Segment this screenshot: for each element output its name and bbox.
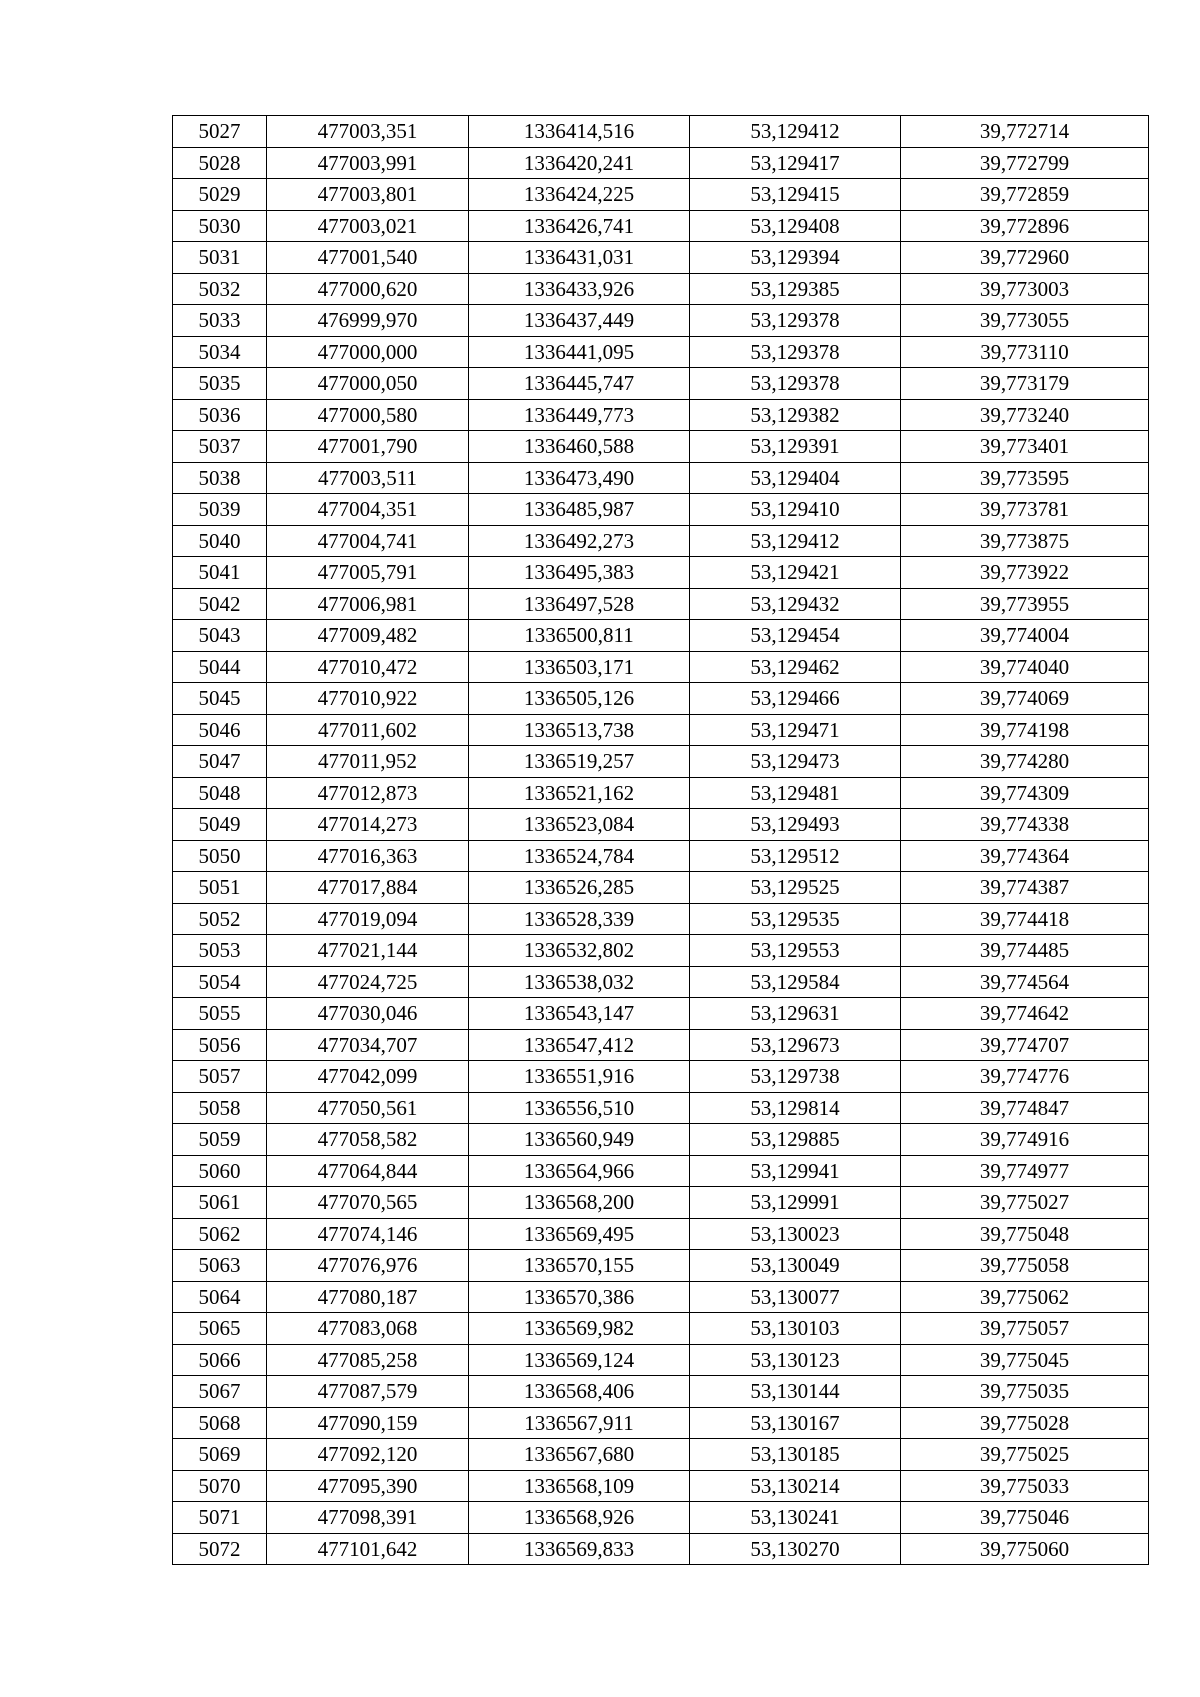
y-coordinate-cell: 1336420,241 [469, 147, 690, 179]
latitude-cell: 53,129493 [690, 809, 901, 841]
latitude-cell: 53,129525 [690, 872, 901, 904]
x-coordinate-cell: 477070,565 [267, 1187, 469, 1219]
longitude-cell: 39,774776 [901, 1061, 1149, 1093]
table-row [173, 998, 1149, 1030]
latitude-cell: 53,129382 [690, 399, 901, 431]
longitude-cell: 39,774916 [901, 1124, 1149, 1156]
latitude-cell: 53,129408 [690, 210, 901, 242]
y-coordinate-cell: 1336460,588 [469, 431, 690, 463]
latitude-cell: 53,129466 [690, 683, 901, 715]
x-coordinate-cell: 477076,976 [267, 1250, 469, 1282]
point-number-cell: 5052 [173, 903, 267, 935]
point-number-cell: 5046 [173, 714, 267, 746]
longitude-cell: 39,775027 [901, 1187, 1149, 1219]
point-number-cell: 5063 [173, 1250, 267, 1282]
latitude-cell: 53,129394 [690, 242, 901, 274]
y-coordinate-cell: 1336431,031 [469, 242, 690, 274]
x-coordinate-cell: 477080,187 [267, 1281, 469, 1313]
point-number-cell: 5048 [173, 777, 267, 809]
latitude-cell: 53,129814 [690, 1092, 901, 1124]
point-number-cell: 5033 [173, 305, 267, 337]
longitude-cell: 39,772714 [901, 116, 1149, 148]
point-number-cell: 5064 [173, 1281, 267, 1313]
latitude-cell: 53,129584 [690, 966, 901, 998]
y-coordinate-cell: 1336560,949 [469, 1124, 690, 1156]
point-number-cell: 5057 [173, 1061, 267, 1093]
table-row [173, 431, 1149, 463]
x-coordinate-cell: 477003,021 [267, 210, 469, 242]
longitude-cell: 39,774418 [901, 903, 1149, 935]
latitude-cell: 53,129941 [690, 1155, 901, 1187]
table-row [173, 1376, 1149, 1408]
longitude-cell: 39,774642 [901, 998, 1149, 1030]
y-coordinate-cell: 1336568,109 [469, 1470, 690, 1502]
x-coordinate-cell: 477085,258 [267, 1344, 469, 1376]
longitude-cell: 39,775045 [901, 1344, 1149, 1376]
table-row [173, 1218, 1149, 1250]
table-row [173, 210, 1149, 242]
longitude-cell: 39,774004 [901, 620, 1149, 652]
table-row [173, 588, 1149, 620]
y-coordinate-cell: 1336449,773 [469, 399, 690, 431]
y-coordinate-cell: 1336497,528 [469, 588, 690, 620]
x-coordinate-cell: 477058,582 [267, 1124, 469, 1156]
table-row [173, 1187, 1149, 1219]
longitude-cell: 39,774040 [901, 651, 1149, 683]
x-coordinate-cell: 477001,540 [267, 242, 469, 274]
longitude-cell: 39,774847 [901, 1092, 1149, 1124]
longitude-cell: 39,773179 [901, 368, 1149, 400]
table-row [173, 966, 1149, 998]
latitude-cell: 53,129454 [690, 620, 901, 652]
table-row [173, 399, 1149, 431]
table-row [173, 1439, 1149, 1471]
longitude-cell: 39,773595 [901, 462, 1149, 494]
point-number-cell: 5031 [173, 242, 267, 274]
latitude-cell: 53,129378 [690, 305, 901, 337]
longitude-cell: 39,774364 [901, 840, 1149, 872]
latitude-cell: 53,129415 [690, 179, 901, 211]
latitude-cell: 53,130167 [690, 1407, 901, 1439]
longitude-cell: 39,775033 [901, 1470, 1149, 1502]
longitude-cell: 39,774069 [901, 683, 1149, 715]
y-coordinate-cell: 1336441,095 [469, 336, 690, 368]
x-coordinate-cell: 477083,068 [267, 1313, 469, 1345]
latitude-cell: 53,129885 [690, 1124, 901, 1156]
table-row [173, 1124, 1149, 1156]
x-coordinate-cell: 477010,922 [267, 683, 469, 715]
y-coordinate-cell: 1336556,510 [469, 1092, 690, 1124]
latitude-cell: 53,129417 [690, 147, 901, 179]
x-coordinate-cell: 477003,991 [267, 147, 469, 179]
longitude-cell: 39,774309 [901, 777, 1149, 809]
point-number-cell: 5065 [173, 1313, 267, 1345]
table-row [173, 777, 1149, 809]
y-coordinate-cell: 1336524,784 [469, 840, 690, 872]
x-coordinate-cell: 477090,159 [267, 1407, 469, 1439]
table-row [173, 746, 1149, 778]
x-coordinate-cell: 477001,790 [267, 431, 469, 463]
longitude-cell: 39,774485 [901, 935, 1149, 967]
table-row [173, 1533, 1149, 1565]
longitude-cell: 39,772859 [901, 179, 1149, 211]
x-coordinate-cell: 477064,844 [267, 1155, 469, 1187]
point-number-cell: 5047 [173, 746, 267, 778]
longitude-cell: 39,773781 [901, 494, 1149, 526]
table-row [173, 179, 1149, 211]
x-coordinate-cell: 477000,620 [267, 273, 469, 305]
latitude-cell: 53,129462 [690, 651, 901, 683]
point-number-cell: 5030 [173, 210, 267, 242]
point-number-cell: 5042 [173, 588, 267, 620]
point-number-cell: 5032 [173, 273, 267, 305]
y-coordinate-cell: 1336568,926 [469, 1502, 690, 1534]
y-coordinate-cell: 1336547,412 [469, 1029, 690, 1061]
x-coordinate-cell: 477024,725 [267, 966, 469, 998]
x-coordinate-cell: 477014,273 [267, 809, 469, 841]
x-coordinate-cell: 477087,579 [267, 1376, 469, 1408]
x-coordinate-cell: 477098,391 [267, 1502, 469, 1534]
x-coordinate-cell: 477009,482 [267, 620, 469, 652]
latitude-cell: 53,130270 [690, 1533, 901, 1565]
table-row [173, 683, 1149, 715]
y-coordinate-cell: 1336538,032 [469, 966, 690, 998]
y-coordinate-cell: 1336523,084 [469, 809, 690, 841]
latitude-cell: 53,129631 [690, 998, 901, 1030]
y-coordinate-cell: 1336569,982 [469, 1313, 690, 1345]
x-coordinate-cell: 477092,120 [267, 1439, 469, 1471]
table-row [173, 1344, 1149, 1376]
latitude-cell: 53,129738 [690, 1061, 901, 1093]
coordinates-table [172, 115, 1149, 1565]
latitude-cell: 53,129378 [690, 368, 901, 400]
longitude-cell: 39,774338 [901, 809, 1149, 841]
latitude-cell: 53,129512 [690, 840, 901, 872]
point-number-cell: 5027 [173, 116, 267, 148]
longitude-cell: 39,774198 [901, 714, 1149, 746]
table-row [173, 872, 1149, 904]
y-coordinate-cell: 1336543,147 [469, 998, 690, 1030]
coordinates-table-body [173, 116, 1149, 1565]
y-coordinate-cell: 1336567,911 [469, 1407, 690, 1439]
x-coordinate-cell: 477030,046 [267, 998, 469, 1030]
y-coordinate-cell: 1336424,225 [469, 179, 690, 211]
point-number-cell: 5067 [173, 1376, 267, 1408]
latitude-cell: 53,129421 [690, 557, 901, 589]
longitude-cell: 39,772960 [901, 242, 1149, 274]
table-row [173, 714, 1149, 746]
point-number-cell: 5068 [173, 1407, 267, 1439]
longitude-cell: 39,773922 [901, 557, 1149, 589]
point-number-cell: 5059 [173, 1124, 267, 1156]
latitude-cell: 53,129481 [690, 777, 901, 809]
point-number-cell: 5044 [173, 651, 267, 683]
longitude-cell: 39,775058 [901, 1250, 1149, 1282]
table-row [173, 462, 1149, 494]
longitude-cell: 39,774387 [901, 872, 1149, 904]
y-coordinate-cell: 1336521,162 [469, 777, 690, 809]
latitude-cell: 53,129473 [690, 746, 901, 778]
table-row [173, 651, 1149, 683]
y-coordinate-cell: 1336437,449 [469, 305, 690, 337]
y-coordinate-cell: 1336528,339 [469, 903, 690, 935]
point-number-cell: 5062 [173, 1218, 267, 1250]
table-row [173, 1502, 1149, 1534]
longitude-cell: 39,773240 [901, 399, 1149, 431]
table-row [173, 305, 1149, 337]
y-coordinate-cell: 1336414,516 [469, 116, 690, 148]
latitude-cell: 53,129553 [690, 935, 901, 967]
table-row [173, 147, 1149, 179]
longitude-cell: 39,772896 [901, 210, 1149, 242]
longitude-cell: 39,774977 [901, 1155, 1149, 1187]
point-number-cell: 5071 [173, 1502, 267, 1534]
x-coordinate-cell: 477000,000 [267, 336, 469, 368]
x-coordinate-cell: 477012,873 [267, 777, 469, 809]
table-row [173, 368, 1149, 400]
point-number-cell: 5066 [173, 1344, 267, 1376]
point-number-cell: 5041 [173, 557, 267, 589]
table-row [173, 1155, 1149, 1187]
longitude-cell: 39,773055 [901, 305, 1149, 337]
table-row [173, 1061, 1149, 1093]
y-coordinate-cell: 1336569,495 [469, 1218, 690, 1250]
y-coordinate-cell: 1336532,802 [469, 935, 690, 967]
y-coordinate-cell: 1336569,833 [469, 1533, 690, 1565]
longitude-cell: 39,775062 [901, 1281, 1149, 1313]
point-number-cell: 5050 [173, 840, 267, 872]
x-coordinate-cell: 477005,791 [267, 557, 469, 589]
table-row [173, 525, 1149, 557]
longitude-cell: 39,773003 [901, 273, 1149, 305]
table-row [173, 1029, 1149, 1061]
latitude-cell: 53,130241 [690, 1502, 901, 1534]
y-coordinate-cell: 1336503,171 [469, 651, 690, 683]
point-number-cell: 5058 [173, 1092, 267, 1124]
x-coordinate-cell: 476999,970 [267, 305, 469, 337]
point-number-cell: 5040 [173, 525, 267, 557]
point-number-cell: 5060 [173, 1155, 267, 1187]
latitude-cell: 53,130144 [690, 1376, 901, 1408]
y-coordinate-cell: 1336570,386 [469, 1281, 690, 1313]
x-coordinate-cell: 477000,580 [267, 399, 469, 431]
latitude-cell: 53,130049 [690, 1250, 901, 1282]
point-number-cell: 5037 [173, 431, 267, 463]
latitude-cell: 53,129410 [690, 494, 901, 526]
x-coordinate-cell: 477095,390 [267, 1470, 469, 1502]
x-coordinate-cell: 477042,099 [267, 1061, 469, 1093]
longitude-cell: 39,774564 [901, 966, 1149, 998]
latitude-cell: 53,130185 [690, 1439, 901, 1471]
table-row [173, 494, 1149, 526]
point-number-cell: 5045 [173, 683, 267, 715]
y-coordinate-cell: 1336505,126 [469, 683, 690, 715]
latitude-cell: 53,129535 [690, 903, 901, 935]
point-number-cell: 5069 [173, 1439, 267, 1471]
point-number-cell: 5038 [173, 462, 267, 494]
point-number-cell: 5028 [173, 147, 267, 179]
longitude-cell: 39,773955 [901, 588, 1149, 620]
point-number-cell: 5036 [173, 399, 267, 431]
point-number-cell: 5043 [173, 620, 267, 652]
longitude-cell: 39,772799 [901, 147, 1149, 179]
table-row [173, 116, 1149, 148]
x-coordinate-cell: 477101,642 [267, 1533, 469, 1565]
point-number-cell: 5035 [173, 368, 267, 400]
x-coordinate-cell: 477003,351 [267, 116, 469, 148]
table-row [173, 620, 1149, 652]
table-row [173, 1281, 1149, 1313]
table-row [173, 336, 1149, 368]
point-number-cell: 5070 [173, 1470, 267, 1502]
x-coordinate-cell: 477003,511 [267, 462, 469, 494]
y-coordinate-cell: 1336513,738 [469, 714, 690, 746]
latitude-cell: 53,130077 [690, 1281, 901, 1313]
latitude-cell: 53,129471 [690, 714, 901, 746]
x-coordinate-cell: 477050,561 [267, 1092, 469, 1124]
longitude-cell: 39,773401 [901, 431, 1149, 463]
longitude-cell: 39,775060 [901, 1533, 1149, 1565]
y-coordinate-cell: 1336433,926 [469, 273, 690, 305]
point-number-cell: 5034 [173, 336, 267, 368]
table-row [173, 1470, 1149, 1502]
longitude-cell: 39,774280 [901, 746, 1149, 778]
latitude-cell: 53,129378 [690, 336, 901, 368]
y-coordinate-cell: 1336568,406 [469, 1376, 690, 1408]
longitude-cell: 39,773110 [901, 336, 1149, 368]
y-coordinate-cell: 1336495,383 [469, 557, 690, 589]
table-row [173, 809, 1149, 841]
latitude-cell: 53,129391 [690, 431, 901, 463]
point-number-cell: 5053 [173, 935, 267, 967]
longitude-cell: 39,775057 [901, 1313, 1149, 1345]
latitude-cell: 53,130103 [690, 1313, 901, 1345]
y-coordinate-cell: 1336473,490 [469, 462, 690, 494]
y-coordinate-cell: 1336568,200 [469, 1187, 690, 1219]
longitude-cell: 39,775048 [901, 1218, 1149, 1250]
y-coordinate-cell: 1336551,916 [469, 1061, 690, 1093]
point-number-cell: 5056 [173, 1029, 267, 1061]
table-row [173, 1407, 1149, 1439]
y-coordinate-cell: 1336500,811 [469, 620, 690, 652]
x-coordinate-cell: 477006,981 [267, 588, 469, 620]
x-coordinate-cell: 477011,602 [267, 714, 469, 746]
table-row [173, 935, 1149, 967]
y-coordinate-cell: 1336426,741 [469, 210, 690, 242]
x-coordinate-cell: 477021,144 [267, 935, 469, 967]
longitude-cell: 39,775046 [901, 1502, 1149, 1534]
table-row [173, 840, 1149, 872]
y-coordinate-cell: 1336570,155 [469, 1250, 690, 1282]
point-number-cell: 5054 [173, 966, 267, 998]
latitude-cell: 53,130123 [690, 1344, 901, 1376]
longitude-cell: 39,775025 [901, 1439, 1149, 1471]
y-coordinate-cell: 1336492,273 [469, 525, 690, 557]
x-coordinate-cell: 477011,952 [267, 746, 469, 778]
latitude-cell: 53,129404 [690, 462, 901, 494]
y-coordinate-cell: 1336564,966 [469, 1155, 690, 1187]
table-row [173, 273, 1149, 305]
table-row [173, 1250, 1149, 1282]
table-row [173, 557, 1149, 589]
table-row [173, 1092, 1149, 1124]
y-coordinate-cell: 1336569,124 [469, 1344, 690, 1376]
x-coordinate-cell: 477010,472 [267, 651, 469, 683]
y-coordinate-cell: 1336445,747 [469, 368, 690, 400]
y-coordinate-cell: 1336519,257 [469, 746, 690, 778]
y-coordinate-cell: 1336485,987 [469, 494, 690, 526]
latitude-cell: 53,130023 [690, 1218, 901, 1250]
x-coordinate-cell: 477074,146 [267, 1218, 469, 1250]
point-number-cell: 5072 [173, 1533, 267, 1565]
y-coordinate-cell: 1336567,680 [469, 1439, 690, 1471]
latitude-cell: 53,129412 [690, 116, 901, 148]
point-number-cell: 5039 [173, 494, 267, 526]
table-row [173, 242, 1149, 274]
latitude-cell: 53,129432 [690, 588, 901, 620]
point-number-cell: 5061 [173, 1187, 267, 1219]
x-coordinate-cell: 477003,801 [267, 179, 469, 211]
x-coordinate-cell: 477004,351 [267, 494, 469, 526]
point-number-cell: 5055 [173, 998, 267, 1030]
x-coordinate-cell: 477034,707 [267, 1029, 469, 1061]
x-coordinate-cell: 477000,050 [267, 368, 469, 400]
latitude-cell: 53,129385 [690, 273, 901, 305]
point-number-cell: 5029 [173, 179, 267, 211]
point-number-cell: 5049 [173, 809, 267, 841]
longitude-cell: 39,773875 [901, 525, 1149, 557]
latitude-cell: 53,129412 [690, 525, 901, 557]
table-row [173, 1313, 1149, 1345]
y-coordinate-cell: 1336526,285 [469, 872, 690, 904]
latitude-cell: 53,129673 [690, 1029, 901, 1061]
longitude-cell: 39,775035 [901, 1376, 1149, 1408]
x-coordinate-cell: 477016,363 [267, 840, 469, 872]
x-coordinate-cell: 477017,884 [267, 872, 469, 904]
longitude-cell: 39,775028 [901, 1407, 1149, 1439]
latitude-cell: 53,130214 [690, 1470, 901, 1502]
x-coordinate-cell: 477004,741 [267, 525, 469, 557]
point-number-cell: 5051 [173, 872, 267, 904]
x-coordinate-cell: 477019,094 [267, 903, 469, 935]
table-row [173, 903, 1149, 935]
longitude-cell: 39,774707 [901, 1029, 1149, 1061]
latitude-cell: 53,129991 [690, 1187, 901, 1219]
